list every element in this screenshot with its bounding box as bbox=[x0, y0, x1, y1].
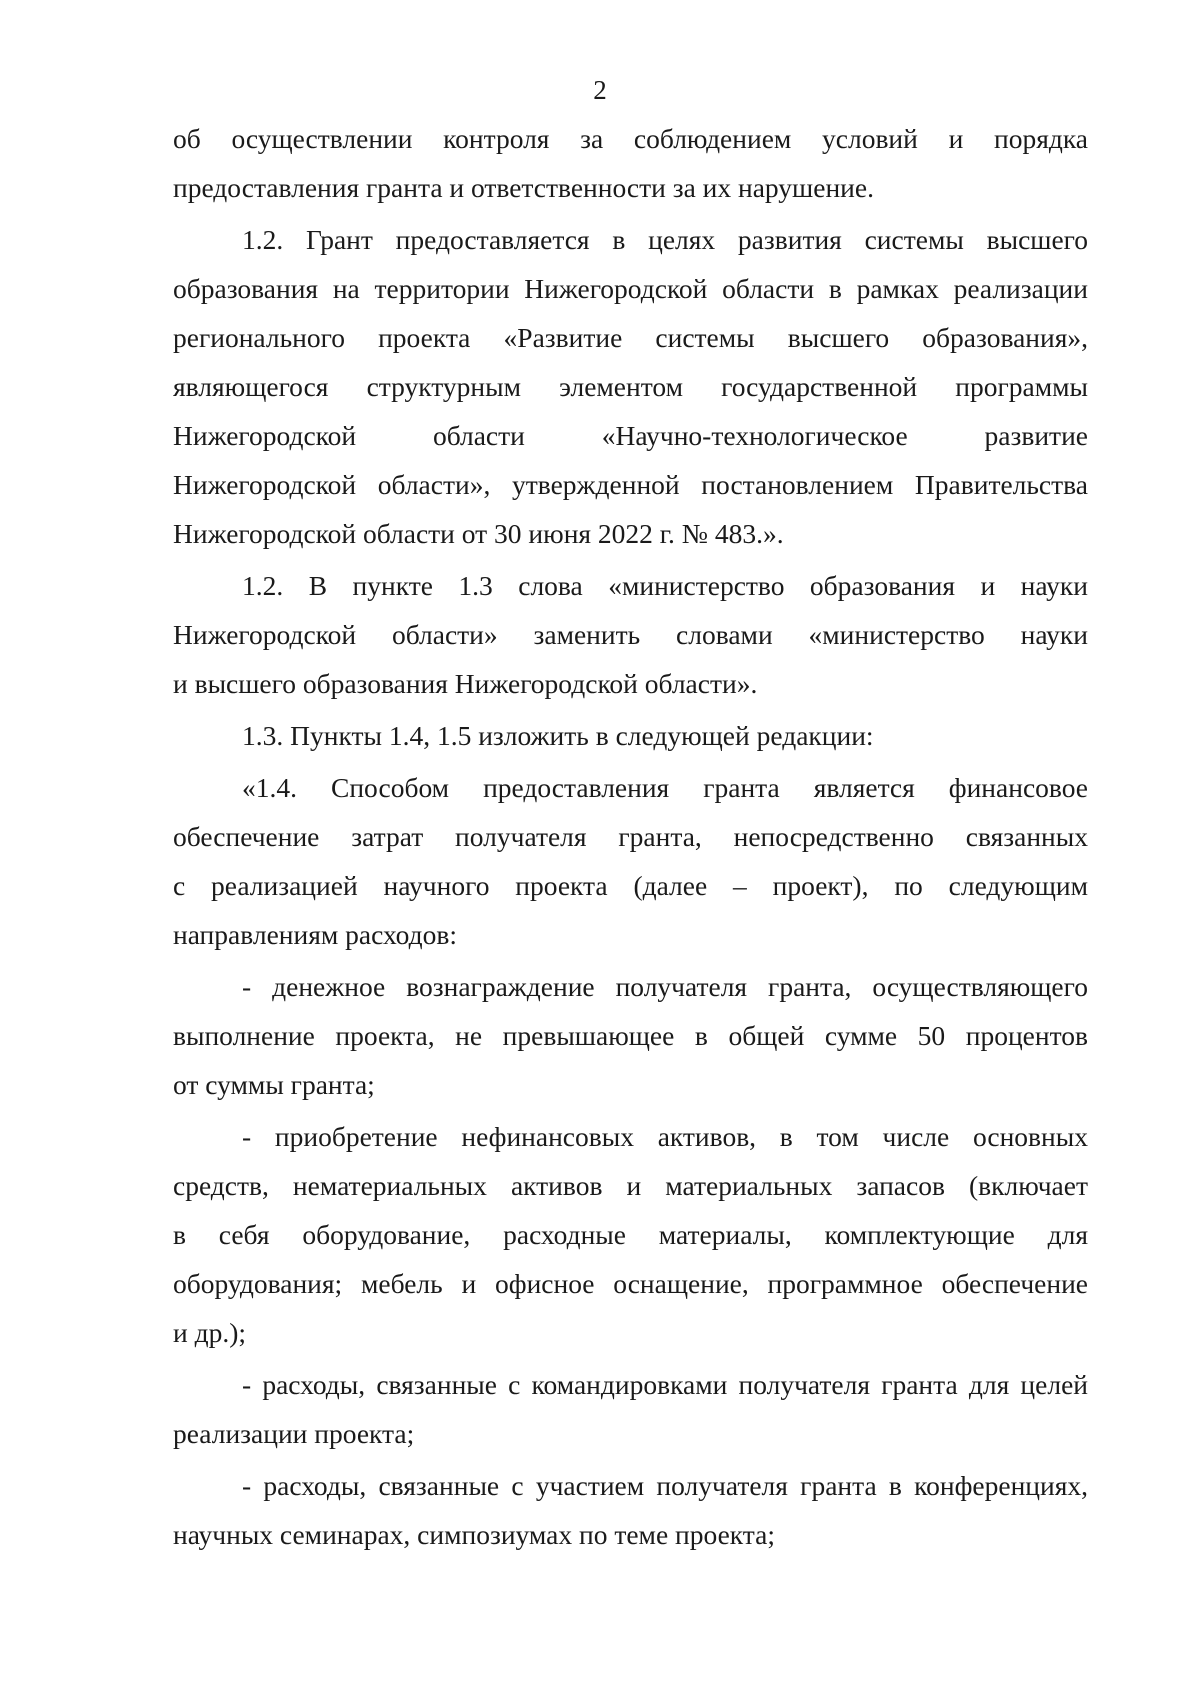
text-line: оборудования; мебель и офисное оснащение, программное обеспечение bbox=[173, 1268, 1088, 1299]
text-line: 1.3. Пункты 1.4, 1.5 изложить в следующей редакции: bbox=[242, 720, 874, 751]
text-line: предоставления гранта и ответственности за их нарушение. bbox=[173, 172, 874, 203]
paragraph bbox=[173, 1461, 1088, 1559]
text-line: и др.); bbox=[173, 1317, 247, 1348]
text-line: Нижегородской области от 30 июня 2022 г. № 483.». bbox=[173, 518, 784, 549]
page-number: 2 bbox=[593, 75, 607, 105]
text-line: направлениям расходов: bbox=[173, 919, 457, 950]
text-line: являющегося структурным элементом государственной программы bbox=[173, 371, 1088, 402]
paragraph bbox=[173, 763, 1088, 959]
paragraph bbox=[173, 1112, 1088, 1357]
text-line: от суммы гранта; bbox=[173, 1069, 375, 1100]
paragraph bbox=[173, 561, 1088, 708]
text-line: средств, нематериальных активов и материальных запасов (включает bbox=[173, 1170, 1088, 1201]
text-line: в себя оборудование, расходные материалы, комплектующие для bbox=[173, 1219, 1088, 1250]
paragraph bbox=[173, 215, 1088, 558]
text-line: об осуществлении контроля за соблюдением условий и порядка bbox=[173, 123, 1088, 154]
paragraph bbox=[173, 114, 1088, 212]
text-line: Нижегородской области» заменить словами «министерство науки bbox=[173, 619, 1088, 650]
text-line: выполнение проекта, не превышающее в общей сумме 50 процентов bbox=[173, 1020, 1088, 1051]
text-line: образования на территории Нижегородской области в рамках реализации bbox=[173, 273, 1088, 304]
text-line: Нижегородской области», утвержденной постановлением Правительства bbox=[173, 469, 1088, 500]
text-line: Нижегородской области «Научно-технологическое развитие bbox=[173, 420, 1088, 451]
paragraph bbox=[173, 1360, 1088, 1458]
text-line: реализации проекта; bbox=[173, 1418, 415, 1449]
document-body bbox=[173, 114, 1088, 1562]
text-line: - расходы, связанные с участием получателя гранта в конференциях, bbox=[242, 1470, 1088, 1501]
text-line: регионального проекта «Развитие системы высшего образования», bbox=[173, 322, 1088, 353]
text-line: 1.2. Грант предоставляется в целях развития системы высшего bbox=[242, 224, 1088, 255]
text-line: научных семинарах, симпозиумах по теме проекта; bbox=[173, 1519, 775, 1550]
text-line: - денежное вознаграждение получателя гранта, осуществляющего bbox=[242, 971, 1088, 1002]
paragraph bbox=[173, 962, 1088, 1109]
text-line: и высшего образования Нижегородской области». bbox=[173, 668, 758, 699]
text-line: обеспечение затрат получателя гранта, непосредственно связанных bbox=[173, 821, 1088, 852]
text-line: 1.2. В пункте 1.3 слова «министерство образования и науки bbox=[242, 570, 1088, 601]
text-line: с реализацией научного проекта (далее – проект), по следующим bbox=[173, 870, 1088, 901]
paragraph bbox=[173, 711, 1088, 760]
text-line: - расходы, связанные с командировками получателя гранта для целей bbox=[242, 1369, 1088, 1400]
text-line: - приобретение нефинансовых активов, в том числе основных bbox=[242, 1121, 1088, 1152]
text-line: «1.4. Способом предоставления гранта является финансовое bbox=[242, 772, 1088, 803]
